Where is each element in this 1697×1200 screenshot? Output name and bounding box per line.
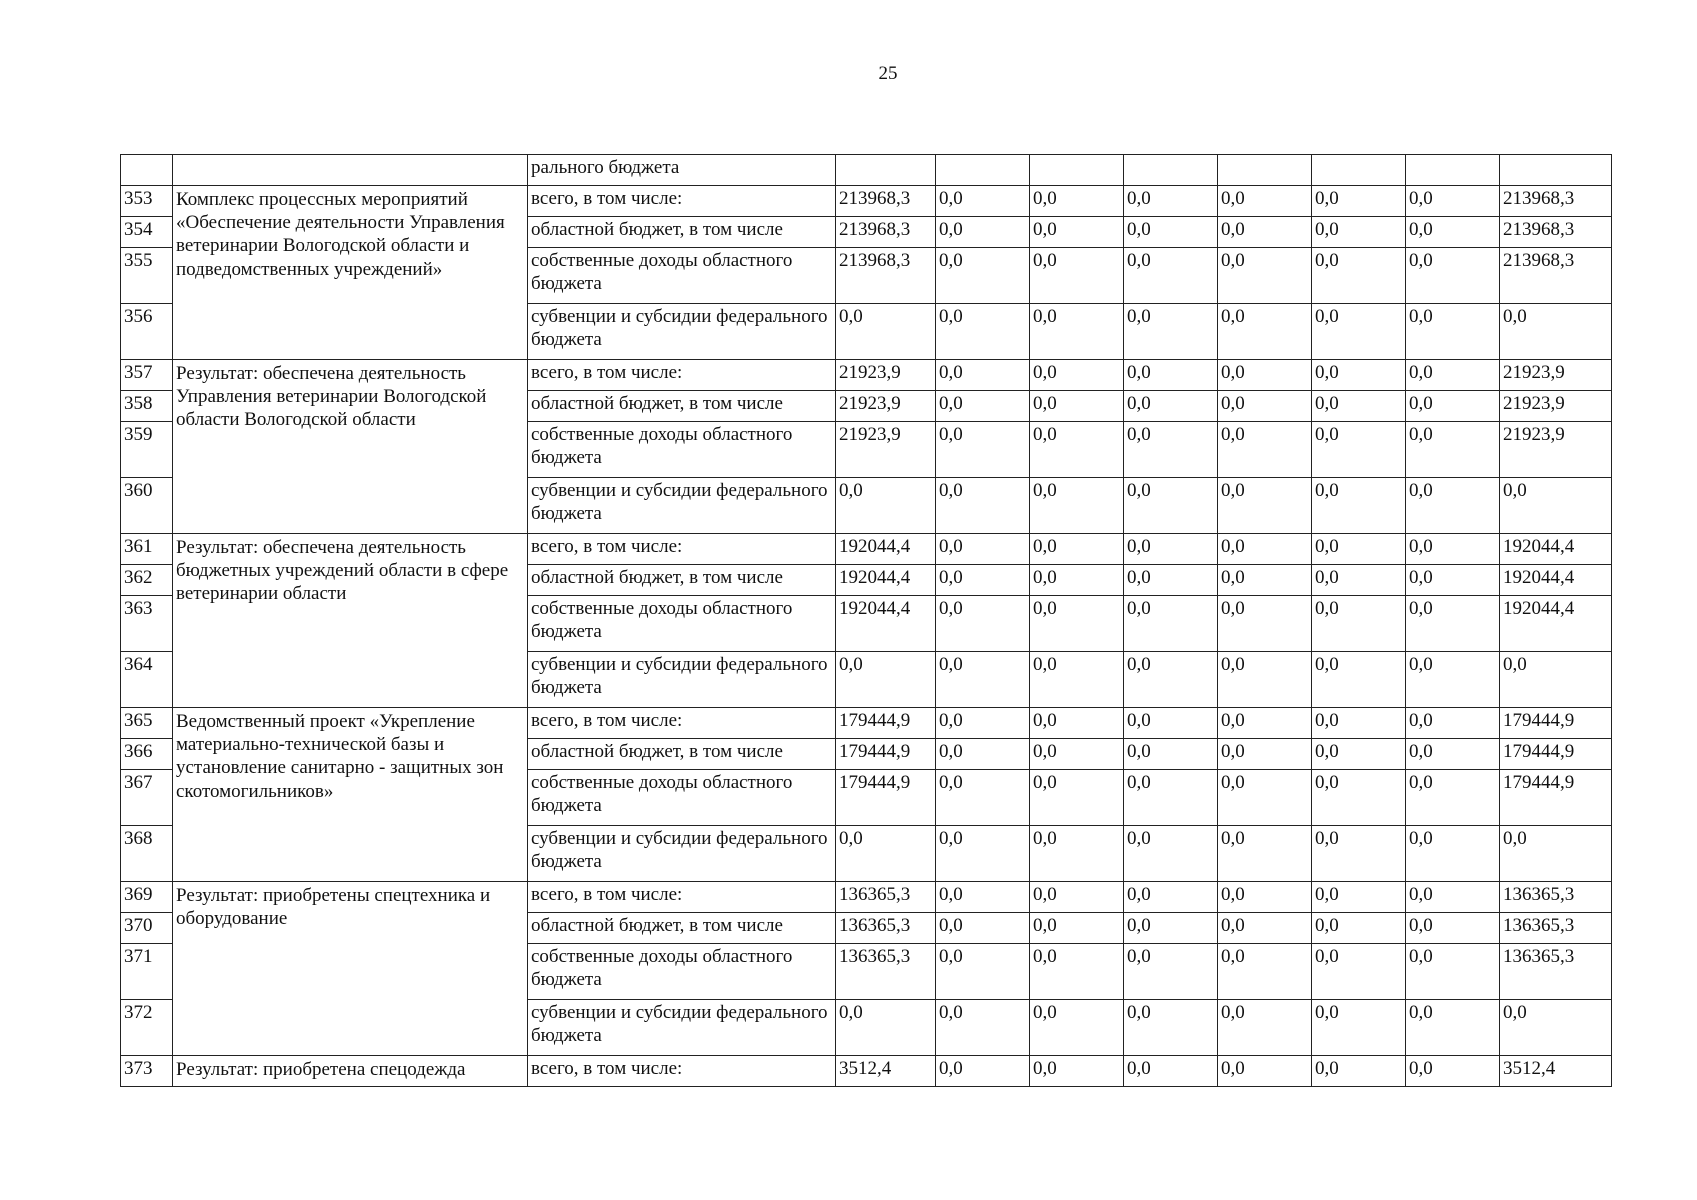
value-cell: 0,0 [1218,913,1312,944]
value-cell: 0,0 [1124,882,1218,913]
value-cell: 0,0 [936,248,1030,304]
value-cell: 0,0 [1124,739,1218,770]
row-number-cell: 356 [121,304,173,360]
value-cell: 0,0 [1030,478,1124,534]
value-cell: 0,0 [1406,882,1500,913]
value-cell: 0,0 [1312,708,1406,739]
value-cell: 0,0 [936,534,1030,565]
value-cell: 0,0 [1312,739,1406,770]
value-cell: 0,0 [1406,1000,1500,1056]
value-cell: 0,0 [1030,739,1124,770]
source-cell: всего, в том числе: [528,708,836,739]
value-cell [1124,155,1218,186]
value-cell: 0,0 [1218,739,1312,770]
value-cell: 0,0 [1406,708,1500,739]
value-cell: 0,0 [936,478,1030,534]
value-cell [1406,155,1500,186]
value-cell: 0,0 [1312,534,1406,565]
value-cell: 192044,4 [1500,596,1612,652]
value-cell: 0,0 [1312,826,1406,882]
source-cell: областной бюджет, в том числе [528,217,836,248]
value-cell: 0,0 [1406,770,1500,826]
value-cell: 0,0 [1124,596,1218,652]
value-cell: 192044,4 [836,534,936,565]
value-cell: 0,0 [1218,882,1312,913]
source-cell: всего, в том числе: [528,186,836,217]
value-cell: 3512,4 [836,1056,936,1087]
value-cell: 0,0 [1406,1056,1500,1087]
value-cell: 0,0 [1406,652,1500,708]
value-cell: 213968,3 [1500,248,1612,304]
row-number-cell: 370 [121,913,173,944]
row-number-cell: 364 [121,652,173,708]
row-number-cell: 353 [121,186,173,217]
value-cell: 136365,3 [836,944,936,1000]
value-cell: 0,0 [836,652,936,708]
value-cell: 0,0 [1500,1000,1612,1056]
value-cell: 0,0 [1406,596,1500,652]
row-number-cell: 368 [121,826,173,882]
value-cell: 0,0 [1218,478,1312,534]
value-cell: 179444,9 [836,770,936,826]
value-cell: 0,0 [1030,534,1124,565]
value-cell: 0,0 [1312,1000,1406,1056]
value-cell: 213968,3 [836,217,936,248]
value-cell: 0,0 [1030,304,1124,360]
value-cell: 213968,3 [1500,217,1612,248]
value-cell: 0,0 [1500,826,1612,882]
value-cell: 179444,9 [836,708,936,739]
value-cell: 0,0 [1124,534,1218,565]
value-cell: 0,0 [1312,360,1406,391]
value-cell: 21923,9 [836,360,936,391]
value-cell: 0,0 [1218,534,1312,565]
value-cell: 0,0 [1218,770,1312,826]
value-cell: 0,0 [936,391,1030,422]
value-cell: 0,0 [936,1000,1030,1056]
value-cell: 0,0 [1030,565,1124,596]
value-cell: 0,0 [1312,248,1406,304]
value-cell: 0,0 [1312,882,1406,913]
value-cell: 0,0 [1218,944,1312,1000]
value-cell: 0,0 [1406,565,1500,596]
value-cell: 21923,9 [836,422,936,478]
value-cell: 0,0 [1312,770,1406,826]
value-cell: 0,0 [1030,882,1124,913]
budget-table [120,154,1612,1087]
value-cell: 0,0 [936,360,1030,391]
value-cell: 0,0 [1406,422,1500,478]
value-cell: 0,0 [1218,391,1312,422]
value-cell: 0,0 [936,739,1030,770]
value-cell: 0,0 [1030,944,1124,1000]
value-cell: 0,0 [1124,186,1218,217]
value-cell: 0,0 [1124,565,1218,596]
value-cell [1218,155,1312,186]
value-cell: 192044,4 [1500,565,1612,596]
value-cell: 0,0 [1312,596,1406,652]
value-cell: 0,0 [1312,565,1406,596]
value-cell: 0,0 [1218,304,1312,360]
source-cell: всего, в том числе: [528,882,836,913]
value-cell: 0,0 [936,913,1030,944]
value-cell: 0,0 [1124,826,1218,882]
value-cell: 0,0 [1312,944,1406,1000]
value-cell: 0,0 [1500,478,1612,534]
value-cell: 0,0 [1030,217,1124,248]
row-number-cell: 372 [121,1000,173,1056]
name-cell: Результат: обеспечена деятельность бюджетных учреждений области в сфере ветеринарии области [173,534,528,708]
table-row [121,708,1612,739]
row-number-cell: 355 [121,248,173,304]
value-cell: 0,0 [936,596,1030,652]
value-cell: 179444,9 [836,739,936,770]
value-cell: 0,0 [936,422,1030,478]
value-cell: 0,0 [1218,1056,1312,1087]
source-cell: собственные доходы областного бюджета [528,422,836,478]
value-cell: 0,0 [1124,391,1218,422]
value-cell: 213968,3 [836,186,936,217]
value-cell: 0,0 [1124,652,1218,708]
value-cell: 136365,3 [1500,913,1612,944]
value-cell: 0,0 [1406,944,1500,1000]
value-cell: 0,0 [1030,708,1124,739]
row-number-cell: 354 [121,217,173,248]
source-cell: всего, в том числе: [528,534,836,565]
value-cell: 0,0 [1030,596,1124,652]
source-cell: всего, в том числе: [528,1056,836,1087]
value-cell: 213968,3 [836,248,936,304]
value-cell: 0,0 [1124,360,1218,391]
source-cell: субвенции и субсидии федерального бюджета [528,304,836,360]
value-cell: 0,0 [1030,652,1124,708]
value-cell: 179444,9 [1500,770,1612,826]
value-cell: 0,0 [1030,360,1124,391]
source-cell: субвенции и субсидии федерального бюджета [528,478,836,534]
value-cell: 0,0 [1406,304,1500,360]
name-cell: Комплекс процессных мероприятий «Обеспечение деятельности Управления ветеринарии Вологодской области и подведомственных учреждений» [173,186,528,360]
value-cell: 0,0 [1218,1000,1312,1056]
value-cell: 0,0 [1030,422,1124,478]
value-cell: 3512,4 [1500,1056,1612,1087]
value-cell: 0,0 [1030,186,1124,217]
row-number-cell: 373 [121,1056,173,1087]
value-cell: 0,0 [1124,217,1218,248]
source-cell: областной бюджет, в том числе [528,913,836,944]
row-number-cell: 362 [121,565,173,596]
value-cell: 0,0 [1312,652,1406,708]
row-number-cell: 366 [121,739,173,770]
name-cell: Ведомственный проект «Укрепление материально-технической базы и установление санитарно - защитных зон скотомогильников» [173,708,528,882]
value-cell: 0,0 [1218,565,1312,596]
table-row [121,882,1612,913]
value-cell: 0,0 [936,652,1030,708]
source-cell: собственные доходы областного бюджета [528,770,836,826]
value-cell: 0,0 [936,1056,1030,1087]
value-cell: 0,0 [836,826,936,882]
value-cell: 0,0 [1218,248,1312,304]
value-cell: 0,0 [1124,248,1218,304]
source-cell: субвенции и субсидии федерального бюджета [528,826,836,882]
value-cell: 0,0 [1030,1056,1124,1087]
value-cell: 0,0 [1406,826,1500,882]
value-cell: 0,0 [1406,217,1500,248]
table-row [121,360,1612,391]
value-cell: 213968,3 [1500,186,1612,217]
row-number-cell: 361 [121,534,173,565]
value-cell: 0,0 [936,304,1030,360]
value-cell: 0,0 [1030,826,1124,882]
value-cell: 0,0 [1312,186,1406,217]
value-cell [1500,155,1612,186]
page-number: 25 [878,63,898,84]
value-cell: 0,0 [1124,304,1218,360]
value-cell: 0,0 [1124,422,1218,478]
value-cell: 192044,4 [1500,534,1612,565]
value-cell: 21923,9 [1500,391,1612,422]
value-cell: 136365,3 [836,882,936,913]
value-cell: 0,0 [936,708,1030,739]
value-cell: 0,0 [936,565,1030,596]
table-body [121,155,1612,1087]
value-cell: 0,0 [1312,478,1406,534]
value-cell: 0,0 [1312,1056,1406,1087]
value-cell: 0,0 [1030,391,1124,422]
name-cell: Результат: приобретены спецтехника и оборудование [173,882,528,1056]
value-cell: 0,0 [936,826,1030,882]
source-cell: областной бюджет, в том числе [528,565,836,596]
value-cell: 0,0 [1030,913,1124,944]
value-cell: 0,0 [936,770,1030,826]
value-cell [1312,155,1406,186]
value-cell: 0,0 [1218,186,1312,217]
value-cell: 179444,9 [1500,739,1612,770]
source-cell: всего, в том числе: [528,360,836,391]
row-number-cell: 360 [121,478,173,534]
value-cell: 0,0 [836,304,936,360]
table-row-carryover [121,155,1612,186]
table-row [121,1056,1612,1087]
row-number-cell: 371 [121,944,173,1000]
value-cell: 0,0 [1124,1000,1218,1056]
value-cell: 0,0 [1124,770,1218,826]
value-cell: 0,0 [1124,913,1218,944]
value-cell: 0,0 [1124,944,1218,1000]
value-cell: 0,0 [836,1000,936,1056]
row-number-cell: 359 [121,422,173,478]
source-cell: субвенции и субсидии федерального бюджета [528,1000,836,1056]
value-cell [936,155,1030,186]
value-cell: 0,0 [1030,1000,1124,1056]
value-cell: 0,0 [936,217,1030,248]
source-cell: собственные доходы областного бюджета [528,944,836,1000]
value-cell: 0,0 [1406,534,1500,565]
value-cell: 0,0 [1218,708,1312,739]
value-cell: 0,0 [1312,217,1406,248]
value-cell: 21923,9 [836,391,936,422]
value-cell: 0,0 [1218,596,1312,652]
value-cell: 0,0 [836,478,936,534]
value-cell: 192044,4 [836,596,936,652]
source-cell: субвенции и субсидии федерального бюджета [528,652,836,708]
value-cell: 0,0 [936,944,1030,1000]
value-cell: 0,0 [1312,422,1406,478]
value-cell: 136365,3 [1500,882,1612,913]
value-cell: 136365,3 [1500,944,1612,1000]
value-cell: 0,0 [1406,360,1500,391]
name-cell [173,155,528,186]
value-cell: 0,0 [1312,304,1406,360]
value-cell: 0,0 [1406,248,1500,304]
value-cell: 0,0 [936,882,1030,913]
value-cell: 0,0 [1406,478,1500,534]
value-cell: 0,0 [1218,826,1312,882]
row-number-cell: 363 [121,596,173,652]
row-number-cell [121,155,173,186]
value-cell: 136365,3 [836,913,936,944]
value-cell [836,155,936,186]
row-number-cell: 357 [121,360,173,391]
value-cell: 0,0 [1406,913,1500,944]
value-cell: 0,0 [1124,1056,1218,1087]
table-row [121,186,1612,217]
value-cell: 0,0 [1406,391,1500,422]
source-cell: собственные доходы областного бюджета [528,248,836,304]
source-cell: областной бюджет, в том числе [528,739,836,770]
value-cell: 0,0 [1500,652,1612,708]
value-cell: 0,0 [1218,217,1312,248]
row-number-cell: 358 [121,391,173,422]
value-cell: 0,0 [1030,770,1124,826]
value-cell: 0,0 [1312,913,1406,944]
value-cell [1030,155,1124,186]
value-cell: 0,0 [936,186,1030,217]
table-row [121,534,1612,565]
name-cell: Результат: приобретена спецодежда [173,1056,528,1087]
source-cell: рального бюджета [528,155,836,186]
value-cell: 179444,9 [1500,708,1612,739]
value-cell: 0,0 [1030,248,1124,304]
value-cell: 0,0 [1406,186,1500,217]
value-cell: 0,0 [1124,478,1218,534]
value-cell: 0,0 [1218,360,1312,391]
value-cell: 0,0 [1500,304,1612,360]
source-cell: собственные доходы областного бюджета [528,596,836,652]
source-cell: областной бюджет, в том числе [528,391,836,422]
row-number-cell: 367 [121,770,173,826]
value-cell: 0,0 [1124,708,1218,739]
row-number-cell: 365 [121,708,173,739]
value-cell: 0,0 [1218,422,1312,478]
value-cell: 0,0 [1406,739,1500,770]
value-cell: 21923,9 [1500,360,1612,391]
value-cell: 0,0 [1218,652,1312,708]
value-cell: 192044,4 [836,565,936,596]
value-cell: 0,0 [1312,391,1406,422]
name-cell: Результат: обеспечена деятельность Управления ветеринарии Вологодской области Вологодской области [173,360,528,534]
row-number-cell: 369 [121,882,173,913]
value-cell: 21923,9 [1500,422,1612,478]
